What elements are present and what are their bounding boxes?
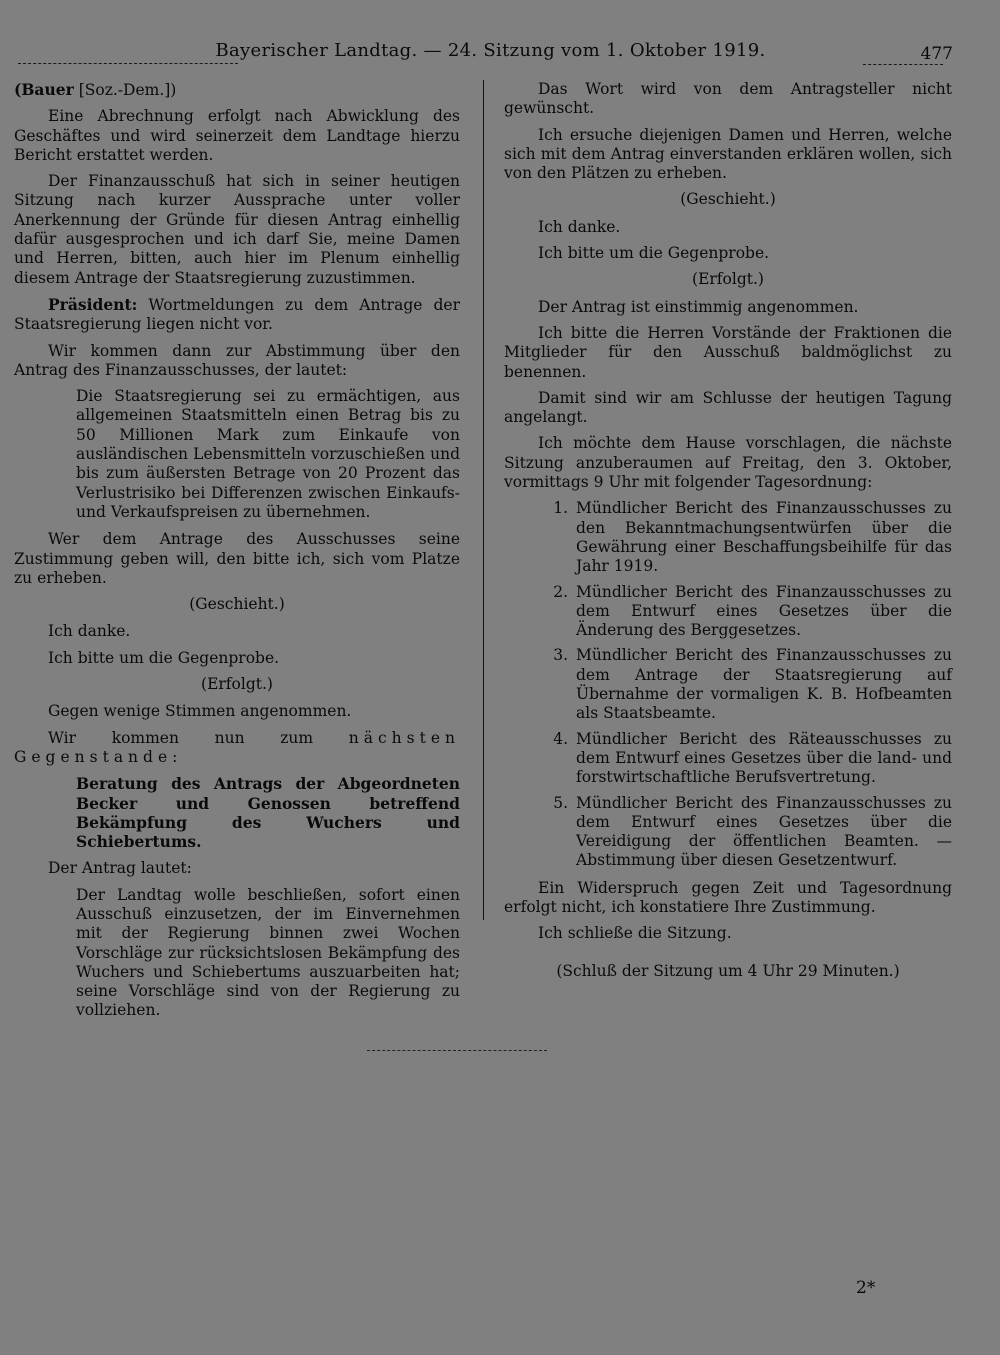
agenda-item	[504, 583, 952, 641]
paragraph: Ich bitte die Herren Vorstände der Fraktionen die Mitglieder für den Ausschuß baldmöglichst zu benennen.	[504, 323, 952, 381]
header-rule-left	[18, 63, 238, 64]
agenda-item-text: Mündlicher Bericht des Finanzausschusses zu den Bekanntmachungsentwürfen über die Gewährung einer Beschaffungsbeihilfe für das Jahr 1919.	[576, 499, 952, 576]
agenda-item-heading: Beratung des Antrags der Abgeordneten Becker und Genossen betreffend Bekämpfung des Wuchers und Schiebertums.	[76, 774, 460, 852]
paragraph: Ich danke.	[48, 622, 131, 641]
paragraph: Ich möchte dem Hause vorschlagen, die nächste Sitzung anzuberaumen auf Freitag, den 3. Oktober, vormittags 9 Uhr mit folgender Tagesordnung:	[504, 434, 952, 492]
paragraph: Damit sind wir am Schlusse der heutigen Tagung angelangt.	[504, 388, 952, 427]
paragraph: Wer dem Antrage des Ausschusses seine Zustimmung geben will, den bitte ich, sich vom Platze zu erheben.	[14, 530, 460, 587]
motion-quote: Die Staatsregierung sei zu ermächtigen, aus allgemeinen Staatsmitteln einen Betrag bis zu 50 Millionen Mark zum Einkaufe von ausländischen Lebensmitteln vorzuschießen und bis zum äußersten Betrage von 20 Prozent das Verlustrisiko bei Differenzen zwischen Einkaufs- und Verkaufspreisen zu übernehmen.	[76, 387, 460, 521]
agenda-item-text: Mündlicher Bericht des Finanzausschusses zu dem Entwurf eines Gesetzes über die Vereidigung der öffentlichen Beamten. — Abstimmung über diesen Gesetzentwurf.	[576, 793, 952, 870]
right-column	[504, 80, 952, 989]
paragraph: Das Wort wird von dem Antragsteller nicht gewünscht.	[504, 80, 952, 118]
page-header	[18, 40, 963, 70]
agenda-item-number: 2.	[553, 582, 568, 601]
agenda-item	[504, 730, 952, 788]
session-closing: (Schluß der Sitzung um 4 Uhr 29 Minuten.)	[556, 961, 900, 980]
president-statement	[14, 295, 460, 335]
signature-mark: 2*	[856, 1278, 876, 1298]
agenda-item	[504, 646, 952, 723]
column-divider	[483, 80, 484, 920]
president-text: Wortmeldungen zu dem Antrage der Staatsregierung liegen nicht vor.	[14, 295, 460, 334]
agenda-item	[504, 794, 952, 871]
paragraph: Ich bitte um die Gegenprobe.	[48, 648, 280, 667]
header-rule-right	[863, 64, 943, 65]
paragraph: Ich schließe die Sitzung.	[538, 924, 732, 943]
agenda-item-number: 4.	[553, 729, 568, 748]
paragraph: Ich danke.	[538, 217, 621, 236]
stage-direction: (Geschieht.)	[680, 190, 776, 209]
paragraph: Der Antrag lautet:	[48, 859, 192, 878]
speaker-name: (Bauer	[14, 80, 74, 99]
next-item-emphasis: nächsten Gegenstande:	[14, 728, 460, 766]
paragraph: Der Finanzausschuß hat sich in seiner heutigen Sitzung nach kurzer Aussprache unter voller Anerkennung der Gründe für diesen Antrag einhellig dafür ausgesprochen und ich darf Sie, meine Damen und Herren, bitten, auch hier im Plenum einhellig diesem Antrage der Staatsregierung zuzustimmen.	[14, 172, 460, 287]
paragraph: Der Antrag ist einstimmig angenommen.	[538, 297, 859, 316]
paragraph: Ein Widerspruch gegen Zeit und Tagesordnung erfolgt nicht, ich konstatiere Ihre Zustimmung.	[504, 878, 952, 916]
agenda-item-text: Mündlicher Bericht des Finanzausschusses zu dem Antrage der Staatsregierung auf Übernahme der vormaligen K. B. Hofbeamten als Staatsbeamte.	[576, 646, 952, 723]
speaker-line	[14, 80, 460, 100]
paragraph: Gegen wenige Stimmen angenommen.	[48, 702, 352, 721]
agenda-list	[504, 499, 952, 870]
motion-quote: Der Landtag wolle beschließen, sofort einen Ausschuß einzusetzen, der im Einvernehmen mit der Regierung binnen zwei Wochen Vorschläge zur rücksichtslosen Bekämpfung des Wuchers und Schiebertums auszuarbeiten hat; seine Vorschläge sind von der Regierung zu vollziehen.	[76, 885, 460, 1020]
agenda-item-number: 5.	[553, 793, 568, 812]
page-number: 477	[920, 44, 953, 64]
stage-direction: (Erfolgt.)	[692, 270, 764, 289]
stage-direction: (Erfolgt.)	[201, 675, 273, 694]
paragraph: Eine Abrechnung erfolgt nach Abwicklung des Geschäftes und wird seinerzeit dem Landtage hierzu Bericht erstattet werden.	[14, 107, 460, 164]
agenda-item-text: Mündlicher Bericht des Finanzausschusses zu dem Entwurf eines Gesetzes über die Änderung des Berggesetzes.	[576, 582, 952, 640]
left-column	[14, 80, 460, 1029]
speaker-party: [Soz.-Dem.])	[73, 81, 177, 99]
next-item-line	[14, 729, 460, 768]
agenda-item	[504, 499, 952, 576]
president-label: Präsident:	[48, 294, 138, 314]
agenda-item-number: 3.	[553, 646, 568, 665]
paragraph: Ich bitte um die Gegenprobe.	[538, 244, 770, 263]
paragraph: Ich ersuche diejenigen Damen und Herren, welche sich mit dem Antrag einverstanden erklären wollen, sich von den Plätzen zu erheben.	[504, 125, 952, 183]
next-item-text: Wir kommen nun zum	[48, 728, 349, 747]
running-title: Bayerischer Landtag. — 24. Sitzung vom 1. Oktober 1919.	[215, 40, 766, 61]
agenda-item-text: Mündlicher Bericht des Räteausschusses zu dem Entwurf eines Gesetzes über die land- und forstwirtschaftliche Berufsvertretung.	[576, 729, 952, 787]
paragraph: Wir kommen dann zur Abstimmung über den Antrag des Finanzausschusses, der lautet:	[14, 341, 460, 379]
agenda-item-number: 1.	[553, 499, 568, 518]
stage-direction: (Geschieht.)	[189, 595, 285, 614]
closing-rule	[367, 1050, 547, 1051]
